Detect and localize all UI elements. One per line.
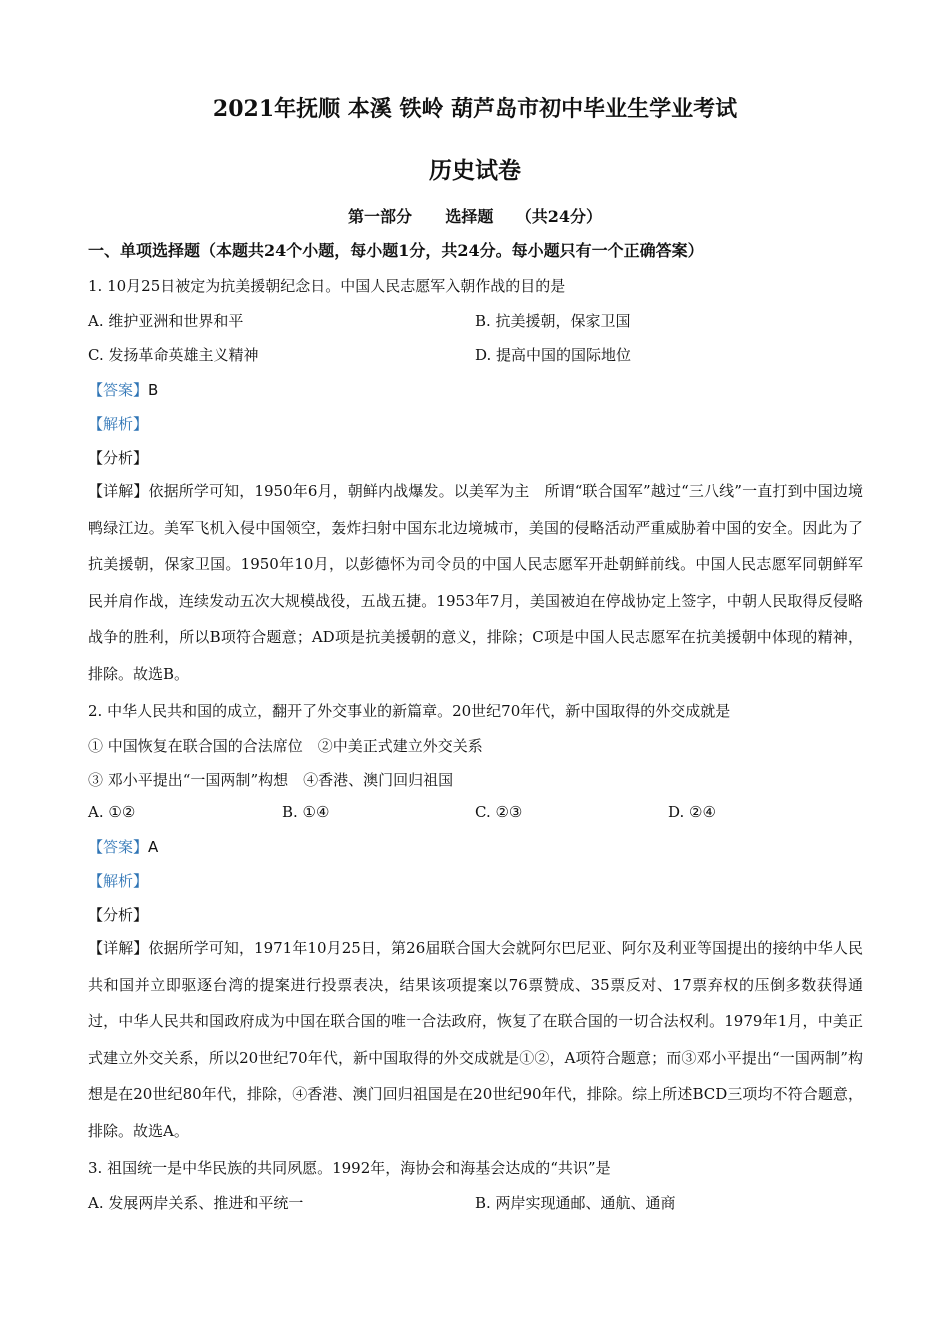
- exam-subtitle: 历史试卷: [429, 157, 521, 184]
- question-1-option-d: D. 提高中国的国际地位: [475, 346, 632, 364]
- question-2-stem: 2. 中华人民共和国的成立，翻开了外交事业的新篇章。20世纪70年代，新中国取得的外交成就是: [88, 702, 731, 720]
- detail-tag: 【详解】: [88, 939, 149, 957]
- answer-tag: 【答案】: [88, 381, 149, 399]
- fenxi-tag: 【分析】: [88, 449, 149, 467]
- question-3-option-b: B. 两岸实现通邮、通航、通商: [475, 1194, 676, 1212]
- question-2-answer: [88, 836, 863, 857]
- analysis-tag: 【解析】: [88, 415, 149, 433]
- detail-text: 依据所学可知，1950年6月，朝鲜内战爆发。以美军为主 所谓“联合国军”越过“三八线”一直打到中国边境鸭绿江边。美军飞机入侵中国领空，轰炸扫射中国东北边境城市，美国的侵略活动严重威胁着中国的安全。因此为了抗美援朝，保家卫国。1950年10月，以彭德怀为司令员的中国人民志愿军开赴朝鲜前线。中国人民志愿军同朝鲜军民并肩作战，连续发动五次大规模战役，五战五捷。1953年7月，美国被迫在停战协定上签字，中朝人民取得反侵略战争的胜利，所以B项符合题意；AD项是抗美援朝的意义，排除；C项是中国人民志愿军在抗美援朝中体现的精神，排除。故选B。: [88, 482, 863, 683]
- section-heading: 一、单项选择题（本题共24个小题，每小题1分，共24分。每小题只有一个正确答案）: [88, 241, 704, 260]
- question-1-stem: 1. 10月25日被定为抗美援朝纪念日。中国人民志愿军入朝作战的目的是: [88, 277, 566, 295]
- question-2-option-c: C. ②③: [475, 803, 523, 821]
- question-2-option-d: D. ②④: [668, 803, 716, 821]
- question-2-item-2: ③ 邓小平提出“一国两制”构想 ④香港、澳门回归祖国: [88, 771, 454, 789]
- question-3-stem: 3. 祖国统一是中华民族的共同夙愿。1992年，海协会和海基会达成的“共识”是: [88, 1159, 611, 1177]
- answer-value: A: [148, 838, 159, 856]
- exam-title: 2021年抚顺 本溪 铁岭 葫芦岛市初中毕业生学业考试: [212, 96, 738, 122]
- answer-tag: 【答案】: [88, 838, 149, 856]
- question-3-option-a: A. 发展两岸关系、推进和平统一: [88, 1194, 304, 1212]
- answer-value: B: [148, 381, 159, 399]
- question-2-option-a: A. ①②: [88, 803, 136, 821]
- question-2-item-1: ① 中国恢复在联合国的合法席位 ②中美正式建立外交关系: [88, 737, 483, 755]
- analysis-tag: 【解析】: [88, 872, 149, 890]
- part-heading: 第一部分 选择题 （共24分）: [348, 207, 602, 226]
- question-1-answer: [88, 379, 863, 400]
- question-1-option-a: A. 维护亚洲和世界和平: [88, 312, 244, 330]
- question-1-option-b: B. 抗美援朝，保家卫国: [475, 312, 631, 330]
- detail-tag: 【详解】: [88, 482, 149, 500]
- question-1-option-c: C. 发扬革命英雄主义精神: [88, 346, 259, 364]
- detail-text: 依据所学可知，1971年10月25日，第26届联合国大会就阿尔巴尼亚、阿尔及利亚等国提出的接纳中华人民共和国并立即驱逐台湾的提案进行投票表决，结果该项提案以76票赞成、35票反对、17票弃权的压倒多数获得通过，中华人民共和国政府成为中国在联合国的唯一合法政府，恢复了在联合国的一切合法权利。1979年1月，中美正式建立外交关系，所以20世纪70年代，新中国取得的外交成就是①②，A项符合题意；而③邓小平提出“一国两制”构想是在20世纪80年代，排除，④香港、澳门回归祖国是在20世纪90年代，排除。综上所述BCD三项均不符合题意，排除。故选A。: [88, 939, 864, 1140]
- fenxi-tag: 【分析】: [88, 906, 149, 924]
- question-2-detail: [88, 930, 863, 1149]
- question-1-detail: [88, 473, 863, 692]
- question-2-option-b: B. ①④: [282, 803, 330, 821]
